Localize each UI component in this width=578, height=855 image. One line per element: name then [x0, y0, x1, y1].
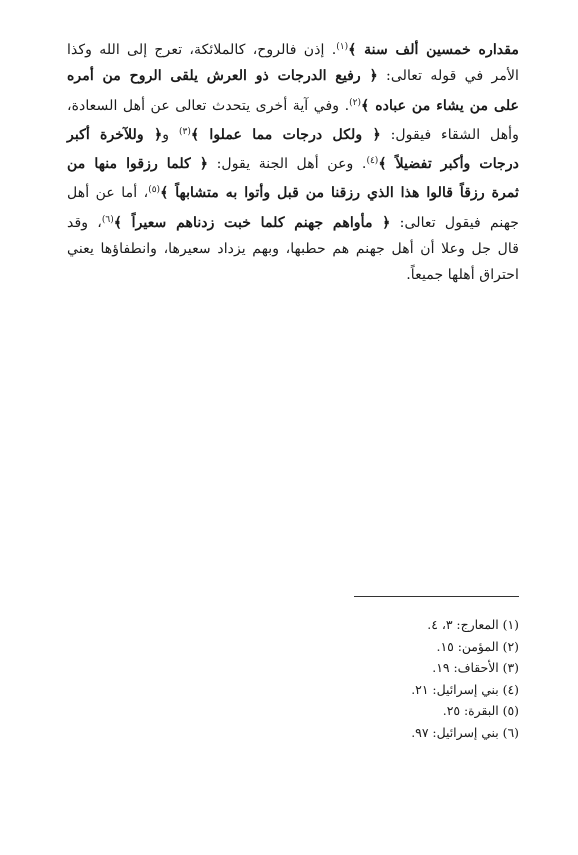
text-line: [67, 90, 519, 119]
footnote-reference: (١): [336, 42, 349, 52]
text-segment: وأهل الشقاء فيقول:: [380, 126, 519, 143]
footnote-reference: (٦): [101, 214, 114, 225]
quran-quote: ﴿ ولكل درجات مما عملوا ﴾: [190, 126, 381, 143]
quran-quote: درجات وأكبر تفضيلاً ﴾: [378, 156, 519, 173]
text-line: [67, 236, 519, 262]
quran-quote: ﴿ رفيع الدرجات ذو العرش يلقى الروح من أمره: [67, 68, 378, 85]
quran-quote: ثمرة رزقاً قالوا هذا الذي رزقنا من قبل وأتوا به متشابهاً ﴾: [160, 185, 519, 202]
text-segment: ، وقد: [67, 214, 102, 231]
footnote-reference: (٣): [178, 126, 191, 137]
footnote-6: (٦) بني إسرائيل: ٩٧.: [411, 724, 519, 740]
text-segment: . وعن أهل الجنة يقول:: [208, 156, 367, 173]
text-segment: . وفي آية أخرى يتحدث تعالى عن أهل السعادة،: [67, 97, 350, 114]
text-segment: . إذن فالروح، كالملائكة، تعرج إلى الله وكذا: [67, 42, 337, 58]
text-line: [67, 34, 519, 63]
quran-quote: مقداره خمسين ألف سنة ﴾: [348, 42, 519, 58]
quran-quote: على من يشاء من عباده ﴾: [361, 97, 520, 114]
quran-quote: ﴿ كلما رزقوا منها من: [67, 156, 209, 173]
text-line: [67, 177, 519, 206]
footnote-2: (٢) المؤمن: ١٥.: [436, 638, 519, 654]
text-segment: ، أما عن أهل: [67, 185, 149, 202]
text-segment: الأمر في قوله تعالى:: [377, 68, 519, 85]
footnote-3: (٣) الأحقاف: ١٩.: [432, 660, 519, 676]
footnote-4: (٤) بني إسرائيل: ٢١.: [411, 681, 519, 697]
main-paragraph: [67, 34, 519, 289]
text-line: [67, 262, 519, 288]
text-segment: احتراق أهلها جميعاً.: [406, 267, 519, 284]
footnote-reference: (٥): [148, 185, 161, 196]
text-line: [67, 63, 519, 89]
footnote-divider: [354, 596, 519, 597]
quran-quote: ﴿ مأواهم جهنم كلما خبت زدناهم سعيراً ﴾: [113, 214, 391, 231]
text-segment: جهنم فيقول تعالى:: [390, 214, 520, 231]
text-segment: قال جل وعلا أن أهل جهنم هم حطبها، وبهم يزداد سعيرها، وانطفاؤها يعني: [67, 241, 519, 258]
footnote-reference: (٢): [349, 97, 362, 108]
footnote-1: (١) المعارج: ٣، ٤.: [427, 617, 519, 632]
text-line: [67, 119, 519, 148]
text-line: [67, 148, 519, 177]
footnotes-section: [200, 614, 519, 744]
footnote-5: (٥) البقرة: ٢٥.: [442, 703, 519, 719]
footnote-reference: (٤): [366, 156, 379, 167]
quran-quote: ﴿ وللآخرة أكبر: [67, 126, 163, 143]
text-segment: و: [162, 126, 179, 143]
text-line: [67, 207, 519, 236]
